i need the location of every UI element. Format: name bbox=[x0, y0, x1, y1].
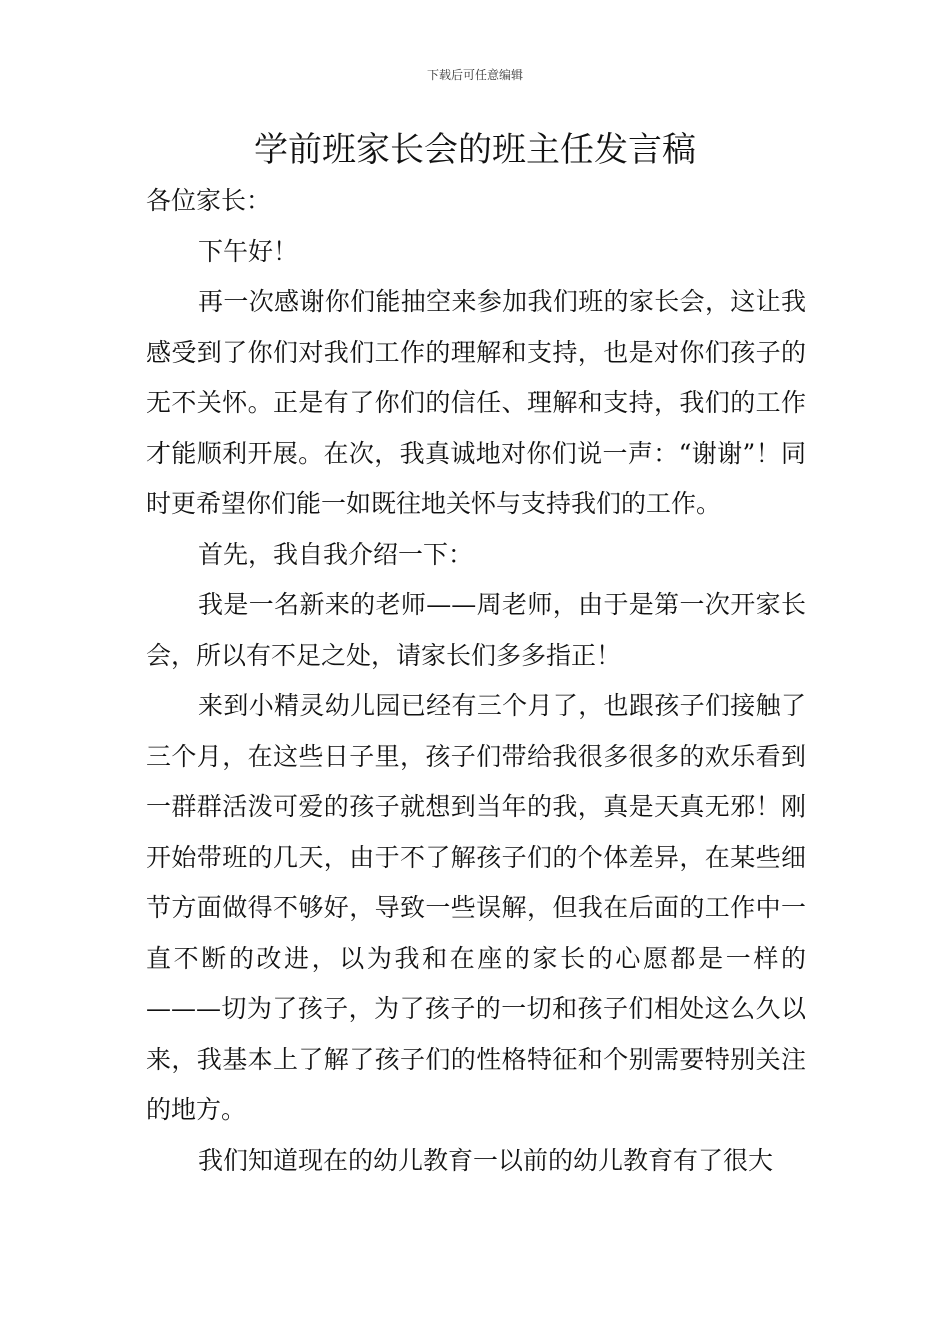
paragraph-intro-lead: 首先，我自我介绍一下： bbox=[198, 539, 474, 569]
header-note: 下载后可任意编辑 bbox=[426, 68, 523, 82]
paragraph-education: 我们知道现在的幼儿教育一以前的幼儿教育有了很大 bbox=[198, 1145, 774, 1175]
paragraph-experience: 来到小精灵幼儿园已经有三个月了，也跟孩子们接触了三个月，在这些日子里，孩子们带给我很多很多的欢乐看到一群群活泼可爱的孩子就想到当年的我，真是天真无邪！刚开始带班的几天，由于不了解孩子们的个体差异，在某些细节方面做得不够好，导致一些误解，但我在后面的工作中一直不断的改进，以为我和在座的家长的心愿都是一样的———切为了孩子，为了孩子的一切和孩子们相处这么久以来，我基本上了解了孩子们的性格特征和个别需要特别关注的地方。 bbox=[146, 691, 806, 1124]
paragraph-greeting: 下午好！ bbox=[198, 236, 299, 266]
paragraph-self-intro: 我是一名新来的老师——周老师，由于是第一次开家长会，所以有不足之处，请家长们多多指正！ bbox=[146, 590, 806, 670]
document-title: 学前班家长会的班主任发言稿 bbox=[254, 130, 696, 170]
salutation: 各位家长： bbox=[146, 186, 272, 215]
document-body bbox=[146, 176, 806, 1186]
paragraph-thanks: 再一次感谢你们能抽空来参加我们班的家长会，这让我感受到了你们对我们工作的理解和支持，也是对你们孩子的无不关怀。正是有了你们的信任、理解和支持，我们的工作才能顺利开展。在次，我真诚地对你们说一声：“谢谢”！同时更希望你们能一如既往地关怀与支持我们的工作。 bbox=[146, 287, 806, 518]
